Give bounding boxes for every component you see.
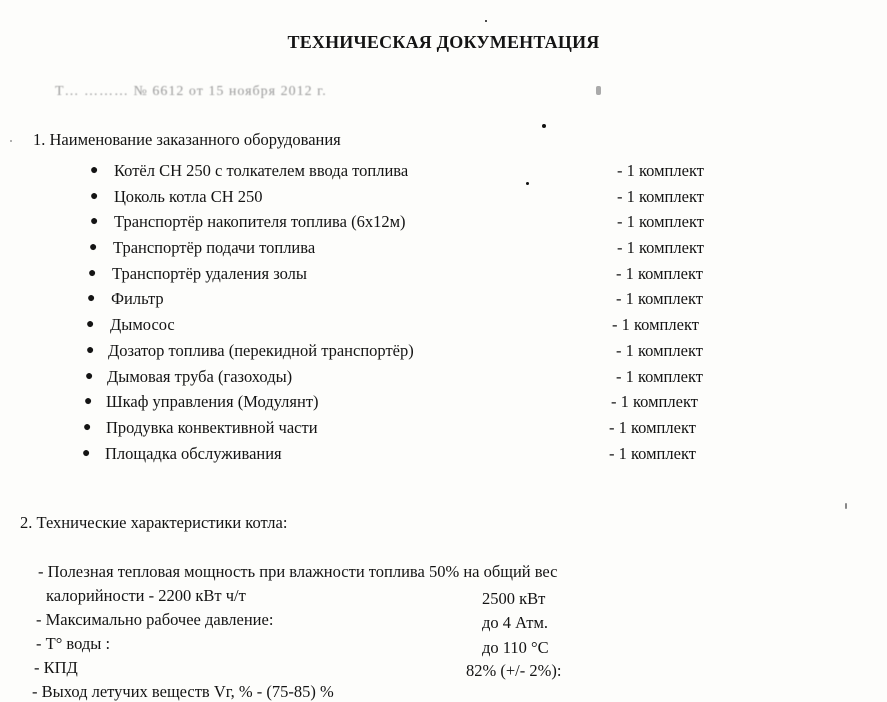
bullet-icon: ● xyxy=(90,214,99,230)
item-label: Дозатор топлива (перекидной транспортёр) xyxy=(108,340,414,360)
bullet-icon: ● xyxy=(87,291,96,307)
item-label: Котёл СН 250 с толкателем ввода топлива xyxy=(114,161,409,180)
list-item xyxy=(0,184,887,210)
bullet-icon: ● xyxy=(84,394,93,410)
item-qty: - 1 комплект xyxy=(609,443,696,463)
scan-speck xyxy=(596,86,601,95)
item-qty: - 1 комплект xyxy=(616,340,703,360)
list-item xyxy=(0,209,887,235)
bullet-icon: ● xyxy=(88,265,97,281)
item-qty: - 1 комплект xyxy=(609,417,696,437)
document-title: ТЕХНИЧЕСКАЯ ДОКУМЕНТАЦИЯ xyxy=(287,32,600,52)
bullet-icon: ● xyxy=(90,188,99,204)
item-qty: - 1 комплект xyxy=(611,392,698,412)
list-item xyxy=(0,338,887,364)
item-qty: - 1 комплект xyxy=(617,238,704,258)
list-item xyxy=(0,158,887,184)
scan-speck xyxy=(10,140,12,142)
pressure-value: до 4 Атм. xyxy=(482,613,549,632)
scan-speck xyxy=(485,20,487,22)
item-label: Цоколь котла СН 250 xyxy=(114,186,263,206)
volatile-label: - Выход летучих веществ Vг, % - (75-85) % xyxy=(32,682,334,701)
item-qty: - 1 комплект xyxy=(617,212,704,232)
scan-speck xyxy=(526,182,529,185)
equipment-list xyxy=(0,158,887,466)
item-label: Площадка обслуживания xyxy=(105,443,282,463)
bullet-icon: ● xyxy=(82,445,91,461)
list-item xyxy=(0,261,887,287)
list-item xyxy=(0,235,887,261)
item-label: Транспортёр накопителя топлива (6х12м) xyxy=(114,212,406,232)
item-qty: - 1 комплект xyxy=(616,289,703,309)
item-label: Дымовая труба (газоходы) xyxy=(107,366,293,386)
list-item xyxy=(0,312,887,338)
item-qty: - 1 комплект xyxy=(617,161,704,180)
power-line-1: - Полезная тепловая мощность при влажности топлива 50% на общий вес xyxy=(38,562,558,581)
power-line-2: калорийности - 2200 кВт ч/т xyxy=(46,586,246,605)
item-label: Транспортёр удаления золы xyxy=(112,263,307,283)
efficiency-label: - КПД xyxy=(34,658,78,677)
bullet-icon: ● xyxy=(85,368,94,384)
power-value: 2500 кВт xyxy=(482,589,546,608)
bullet-icon: ● xyxy=(83,419,92,435)
item-label: Шкаф управления (Модулянт) xyxy=(106,392,319,412)
list-item xyxy=(0,415,887,441)
list-item xyxy=(0,364,887,390)
pressure-label: - Максимально рабочее давление: xyxy=(36,610,274,629)
list-item xyxy=(0,389,887,415)
bullet-icon: ● xyxy=(90,163,99,178)
scan-speck xyxy=(542,124,546,128)
item-qty: - 1 комплект xyxy=(616,366,703,386)
item-label: Фильтр xyxy=(111,289,164,309)
section-2-heading: 2. Технические характеристики котла: xyxy=(20,513,288,532)
item-label: Транспортёр подачи топлива xyxy=(113,238,316,258)
efficiency-value: 82% (+/- 2%): xyxy=(466,661,562,680)
faded-reference-line: Т… ……… № 6612 от 15 ноября 2012 г. xyxy=(55,84,327,99)
water-value: до 110 °С xyxy=(482,638,549,657)
bullet-icon: ● xyxy=(86,342,95,358)
water-label: - Т° воды : xyxy=(36,634,111,653)
item-qty: - 1 комплект xyxy=(617,186,704,206)
item-qty: - 1 комплект xyxy=(612,315,699,335)
item-label: Продувка конвективной части xyxy=(106,417,318,437)
scan-speck xyxy=(845,503,847,509)
list-item xyxy=(0,441,887,467)
bullet-icon: ● xyxy=(89,240,98,256)
item-label: Дымосос xyxy=(110,315,175,335)
bullet-icon: ● xyxy=(86,317,95,333)
list-item xyxy=(0,286,887,312)
item-qty: - 1 комплект xyxy=(616,263,703,283)
section-1-heading: 1. Наименование заказанного оборудования xyxy=(33,130,341,149)
